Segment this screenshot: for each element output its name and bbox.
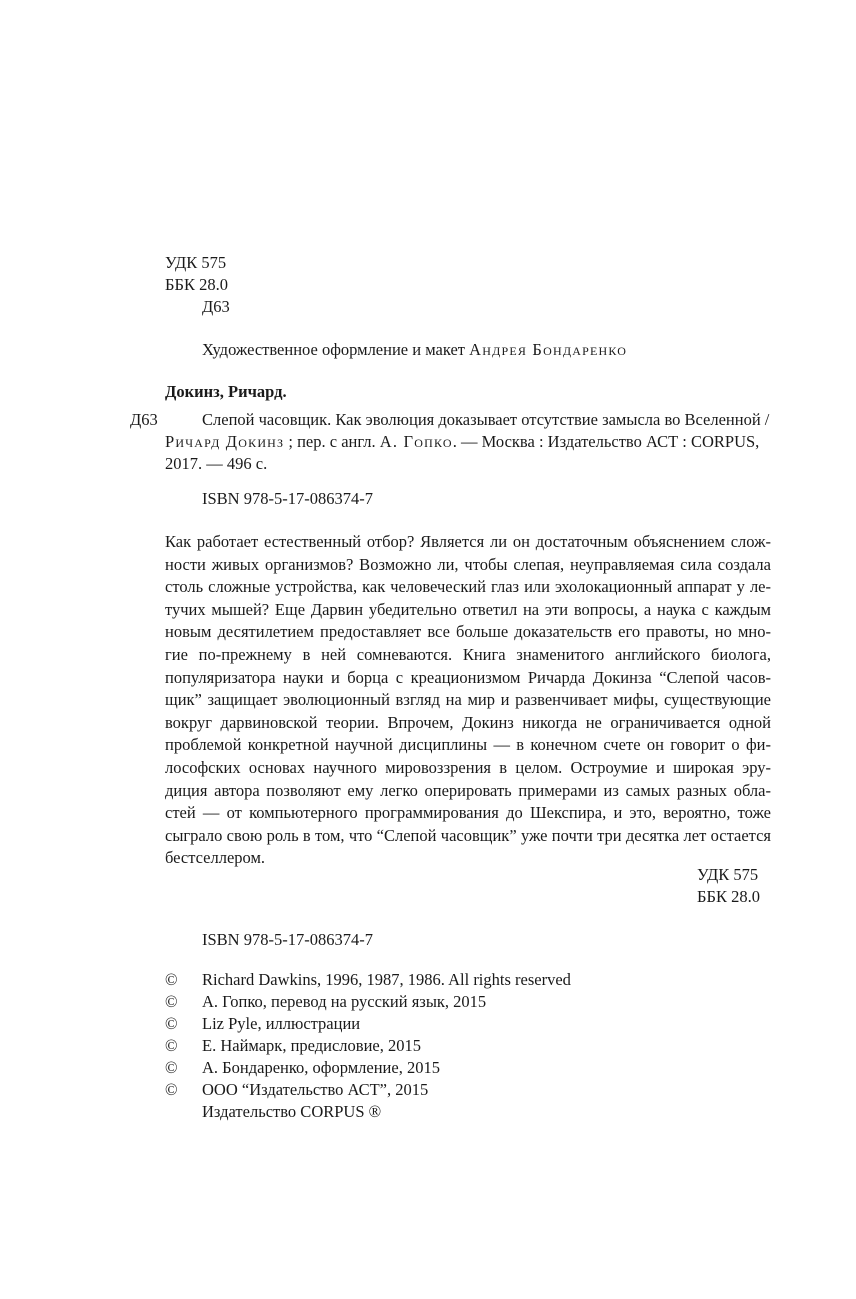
copyright-text: Liz Pyle, иллюстрации: [202, 1014, 361, 1033]
annotation-line: стей — от компьютерного программирования до Шекспира, и это, вероятно, тоже: [165, 803, 771, 823]
bibliographic-title-line: Слепой часовщик. Как эволюция доказывает отсутствие замысла во Вселенной /: [202, 410, 770, 429]
publisher-imprint: Издательство CORPUS ®: [202, 1102, 382, 1121]
annotation-line: популяризатора науки и борца с креационизмом Ричарда Докинза “Слепой часов-: [165, 667, 771, 687]
annotation-line: вокруг дарвиновской теории. Впрочем, Докинз никогда не ограничивается одной: [165, 712, 771, 732]
author-heading: Докинз, Ричард.: [165, 382, 287, 401]
annotation-line: столь сложные устройства, как человеческий глаз или эхолокационный аппарат у ле-: [165, 577, 771, 597]
bibliographic-translation: ; пер. с англ.: [284, 432, 380, 451]
annotation-line: лософских основах научного мировоззрения в целом. Остроумие и широкая эру-: [165, 757, 771, 777]
copyright-symbol: ©: [165, 1058, 178, 1077]
annotation-line: диция автора позволяют ему легко оперировать примерами из самых разных обла-: [165, 780, 771, 800]
isbn-bottom: ISBN 978-5-17-086374-7: [202, 930, 373, 949]
annotation-line: ности живых организмов? Возможно ли, чтобы слепая, неуправляемая сила создала: [165, 554, 771, 574]
bbk-code: ББК 28.0: [165, 275, 228, 294]
annotation-line: тучих мышей? Еще Дарвин убедительно ответил на эти вопросы, а наука с каждым: [165, 599, 771, 619]
bibliographic-mark: Д63: [130, 410, 158, 429]
annotation-line: Как работает естественный отбор? Является ли он достаточным объяснением слож-: [165, 532, 771, 551]
annotation-line: щик” защищает эволюционный взгляд на мир и развенчивает мифы, существующие: [165, 690, 771, 710]
bibliographic-publisher: . — Москва : Издательство АСТ : CORPUS,: [452, 432, 760, 451]
bbk-code-bottom: ББК 28.0: [697, 887, 760, 906]
copyright-text: Richard Dawkins, 1996, 1987, 1986. All rights reserved: [202, 970, 571, 989]
annotation-line: новым десятилетием предоставляет все больше доказательств его правоты, но мно-: [165, 622, 771, 642]
annotation-line: проблемой конкретной научной дисциплины — в конечном счете он говорит о фи-: [165, 735, 771, 755]
annotation-line: бестселлером.: [165, 848, 266, 868]
udk-code-bottom: УДК 575: [697, 865, 759, 884]
udk-code: УДК 575: [165, 253, 227, 272]
bibliographic-translator: А. Гопко: [379, 432, 453, 451]
copyright-text: ООО “Издательство АСТ”, 2015: [202, 1080, 429, 1099]
isbn-top: ISBN 978-5-17-086374-7: [202, 489, 373, 508]
copyright-symbol: ©: [165, 1014, 178, 1033]
design-credit-text: Художественное оформление и макет: [202, 340, 470, 359]
bibliographic-year-pages: 2017. — 496 с.: [165, 454, 268, 473]
copyright-symbol: ©: [165, 1080, 178, 1099]
annotation-paragraph: [165, 531, 771, 870]
design-credit-name: Андрея Бондаренко: [469, 340, 628, 359]
copyright-symbol: ©: [165, 970, 178, 989]
copyright-symbol: ©: [165, 1036, 178, 1055]
copyright-text: А. Гопко, перевод на русский язык, 2015: [202, 992, 487, 1011]
bibliographic-author: Ричард Докинз: [165, 432, 285, 451]
author-mark: Д63: [202, 297, 230, 316]
copyright-text: Е. Наймарк, предисловие, 2015: [202, 1036, 421, 1055]
annotation-line: сыграло свою роль в том, что “Слепой часовщик” уже почти три десятка лет остается: [165, 825, 771, 845]
copyright-text: А. Бондаренко, оформление, 2015: [202, 1058, 440, 1077]
annotation-line: гие по-прежнему в ней сомневаются. Книга знаменитого английского биолога,: [165, 644, 771, 664]
design-credit: [202, 340, 627, 360]
bibliographic-responsibility-line: [165, 432, 759, 452]
copyright-symbol: ©: [165, 992, 178, 1011]
